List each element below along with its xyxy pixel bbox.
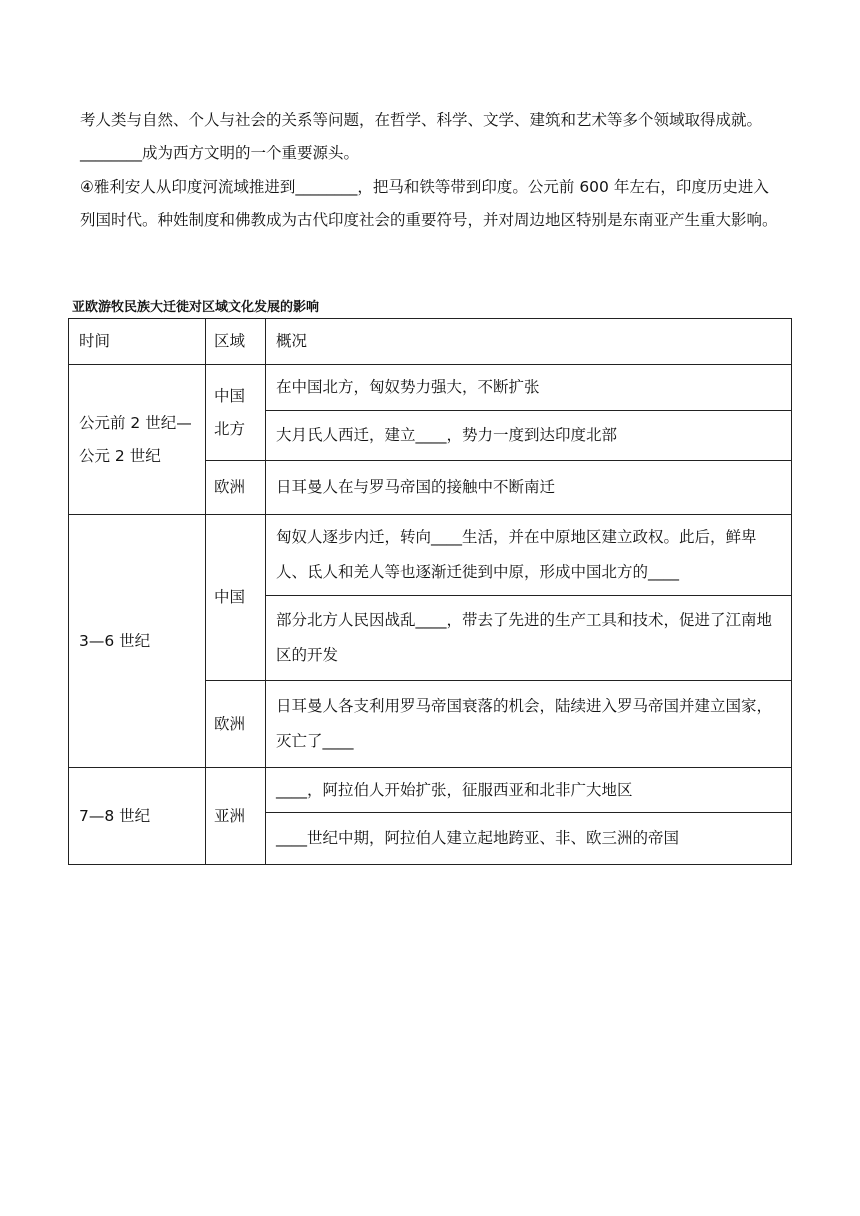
paragraph-india: ④雅利安人从印度河流域推进到________，把马和铁等带到印度。公元前 600 年左右，印度历史进入列国时代。种姓制度和佛教成为古代印度社会的重要符号，并对周边地区特别是东南亚产生重大影响。 xyxy=(80,178,778,229)
overview-cell: 部分北方人民因战乱____，带去了先进的生产工具和技术，促进了江南地区的开发 xyxy=(266,596,792,681)
table-caption: 亚欧游牧民族大迁徙对区域文化发展的影响 xyxy=(72,300,320,315)
overview-cell: 日耳曼人在与罗马帝国的接触中不断南迁 xyxy=(266,461,792,515)
overview-cell: 日耳曼人各支利用罗马帝国衰落的机会，陆续进入罗马帝国并建立国家，灭亡了____ xyxy=(266,681,792,768)
region-cell: 中国北方 xyxy=(206,365,266,461)
paragraph-greece: 考人类与自然、个人与社会的关系等问题，在哲学、科学、文学、建筑和艺术等多个领域取得成就。________成为西方文明的一个重要源头。 xyxy=(80,111,763,162)
overview-cell: 在中国北方，匈奴势力强大，不断扩张 xyxy=(266,365,792,411)
overview-cell: ____，阿拉伯人开始扩张，征服西亚和北非广大地区 xyxy=(266,768,792,813)
table-row xyxy=(69,768,792,813)
header-region: 区域 xyxy=(206,319,266,365)
overview-cell: 大月氏人西迁，建立____，势力一度到达印度北部 xyxy=(266,411,792,461)
header-time: 时间 xyxy=(69,319,206,365)
table-header-row xyxy=(69,319,792,365)
table-row xyxy=(69,365,792,411)
header-overview: 概况 xyxy=(266,319,792,365)
overview-cell: 匈奴人逐步内迁，转向____生活，并在中原地区建立政权。此后，鲜卑人、氐人和羌人等也逐渐迁徙到中原，形成中国北方的____ xyxy=(266,515,792,596)
overview-cell: ____世纪中期，阿拉伯人建立起地跨亚、非、欧三洲的帝国 xyxy=(266,813,792,865)
region-cell: 欧洲 xyxy=(206,461,266,515)
time-cell: 7—8 世纪 xyxy=(69,768,206,865)
region-cell: 中国 xyxy=(206,515,266,681)
time-cell: 公元前 2 世纪—公元 2 世纪 xyxy=(69,365,206,515)
table-row xyxy=(69,515,792,596)
migration-table xyxy=(68,318,792,865)
time-cell: 3—6 世纪 xyxy=(69,515,206,768)
region-cell: 亚洲 xyxy=(206,768,266,865)
region-cell: 欧洲 xyxy=(206,681,266,768)
